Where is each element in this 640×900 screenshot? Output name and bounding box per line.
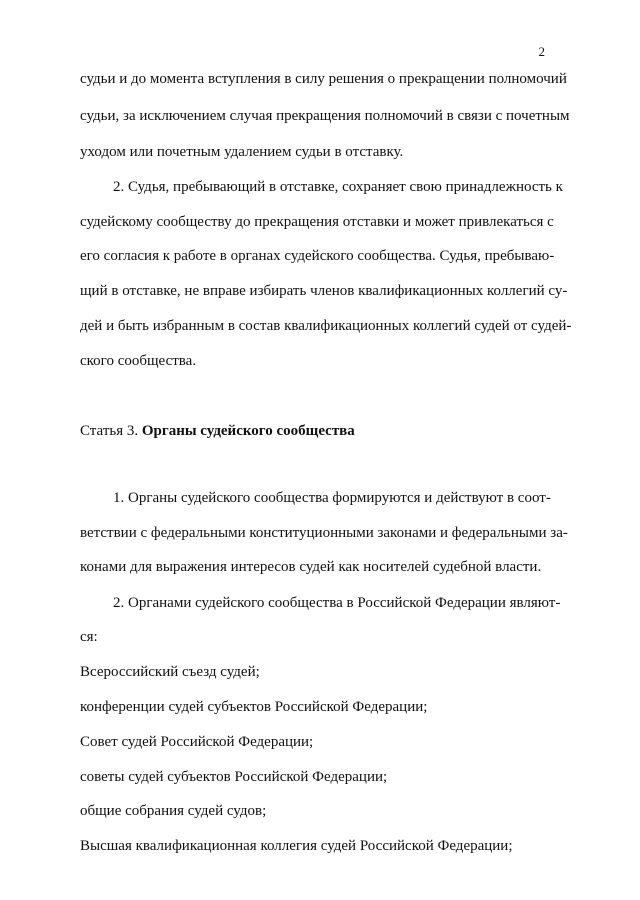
article-prefix: Статья 3. <box>80 423 139 439</box>
paragraph-1-line-2: судьи, за исключением случая прекращения полномочий в связи с почетным <box>80 108 570 124</box>
list-item: общие собрания судей судов; <box>80 803 267 819</box>
article-title: Органы судейского сообщества <box>141 423 355 439</box>
paragraph-3-line-3: конами для выражения интересов судей как носителей судебной власти. <box>80 559 542 575</box>
paragraph-2-line-3: его согласия к работе в органах судейского сообщества. Судья, пребываю- <box>80 248 555 264</box>
paragraph-3-line-2: ветствии с федеральными конституционными законами и федеральными за- <box>80 525 568 541</box>
list-item: конференции судей субъектов Российской Федерации; <box>80 699 428 715</box>
paragraph-2-line-6: ского сообщества. <box>80 353 197 369</box>
list-item: Совет судей Российской Федерации; <box>80 734 314 750</box>
article-heading <box>80 422 355 440</box>
paragraph-2-line-5: дей и быть избранным в состав квалификационных коллегий судей от судей- <box>80 318 572 334</box>
list-item: Всероссийский съезд судей; <box>80 664 260 680</box>
paragraph-2-line-1: 2. Судья, пребывающий в отставке, сохраняет свою принадлежность к <box>113 179 563 195</box>
list-item: советы судей субъектов Российской Федерации; <box>80 769 388 785</box>
paragraph-1-line-1: судьи и до момента вступления в силу решения о прекращении полномочий <box>80 71 567 87</box>
paragraph-4-line-2: ся: <box>80 629 98 645</box>
paragraph-4-line-1: 2. Органами судейского сообщества в Российской Федерации являют- <box>113 595 561 611</box>
paragraph-2-line-2: судейскому сообществу до прекращения отставки и может привлекаться с <box>80 214 554 230</box>
page-number: 2 <box>538 44 545 59</box>
paragraph-1-line-3: уходом или почетным удалением судьи в отставку. <box>80 144 404 160</box>
paragraph-3-line-1: 1. Органы судейского сообщества формируются и действуют в соот- <box>113 490 551 506</box>
list-item: Высшая квалификационная коллегия судей Российской Федерации; <box>80 838 513 854</box>
paragraph-2-line-4: щий в отставке, не вправе избирать членов квалификационных коллегий су- <box>80 283 568 299</box>
